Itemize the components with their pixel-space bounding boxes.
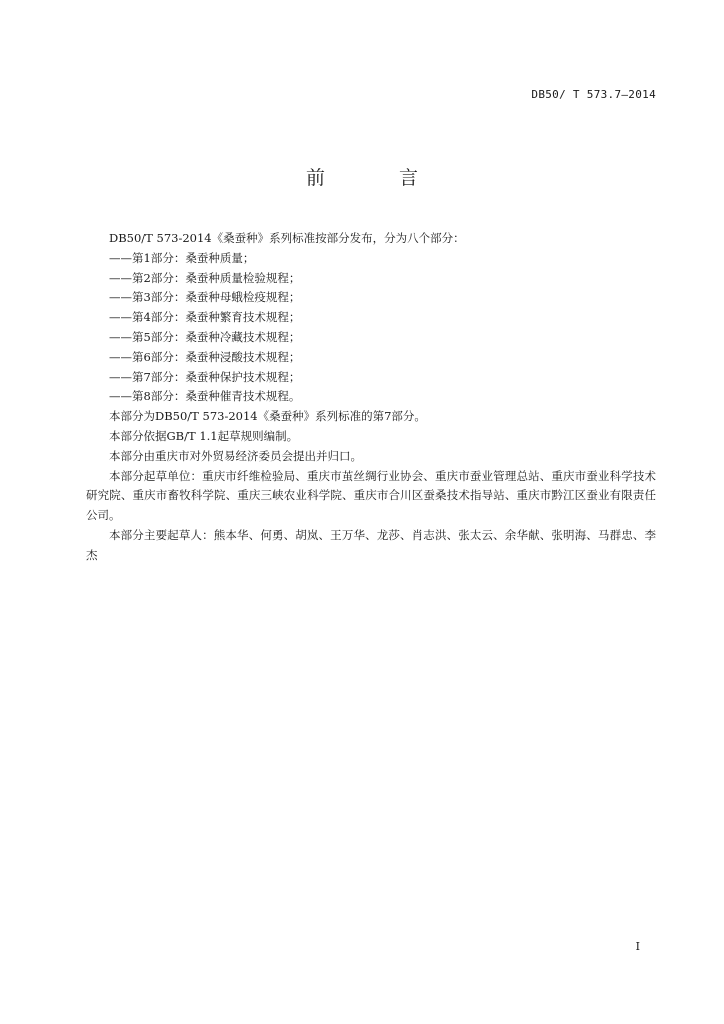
list-item-part-3: ——第3部分：桑蚕种母蛾检疫规程；	[109, 290, 301, 305]
list-item-part-8: ——第8部分：桑蚕种催青技术规程。	[109, 389, 301, 404]
paragraph-drafting-units: 本部分起草单位：重庆市纤维检验局、重庆市茧丝绸行业协会、重庆市蚕业管理总站、重庆市蚕业科学技术研究院、重庆市畜牧科学院、重庆三峡农业科学院、重庆市合川区蚕桑技术指导站、重庆市黔江区蚕业有限责任公司。	[86, 468, 656, 523]
foreword-body	[86, 229, 656, 566]
paragraph-drafters: 本部分主要起草人：熊本华、何勇、胡岚、王万华、龙莎、肖志洪、张太云、余华献、张明海、马群忠、李杰	[86, 527, 656, 562]
list-item-part-5: ——第5部分：桑蚕种冷藏技术规程；	[109, 329, 301, 344]
page-number: I	[635, 940, 640, 953]
paragraph-drafting-rules: 本部分依据GB/T 1.1起草规则编制。	[109, 428, 299, 443]
list-item-part-2: ——第2部分：桑蚕种质量检验规程；	[109, 270, 301, 285]
page-title: 前 言	[305, 167, 453, 189]
list-item-part-7: ——第7部分：桑蚕种保护技术规程；	[109, 369, 301, 384]
standard-code: DB50/ T 573.7—2014	[531, 88, 656, 101]
list-item-part-6: ——第6部分：桑蚕种浸酸技术规程；	[109, 349, 301, 364]
paragraph-proposer: 本部分由重庆市对外贸易经济委员会提出并归口。	[109, 448, 362, 463]
list-item-part-1: ——第1部分：桑蚕种质量；	[109, 250, 255, 265]
paragraph-series-intro: DB50/T 573-2014《桑蚕种》系列标准按部分发布，分为八个部分：	[109, 231, 465, 245]
list-item-part-4: ——第4部分：桑蚕种繁育技术规程；	[109, 310, 301, 325]
paragraph-part-scope: 本部分为DB50/T 573-2014《桑蚕种》系列标准的第7部分。	[109, 409, 426, 424]
